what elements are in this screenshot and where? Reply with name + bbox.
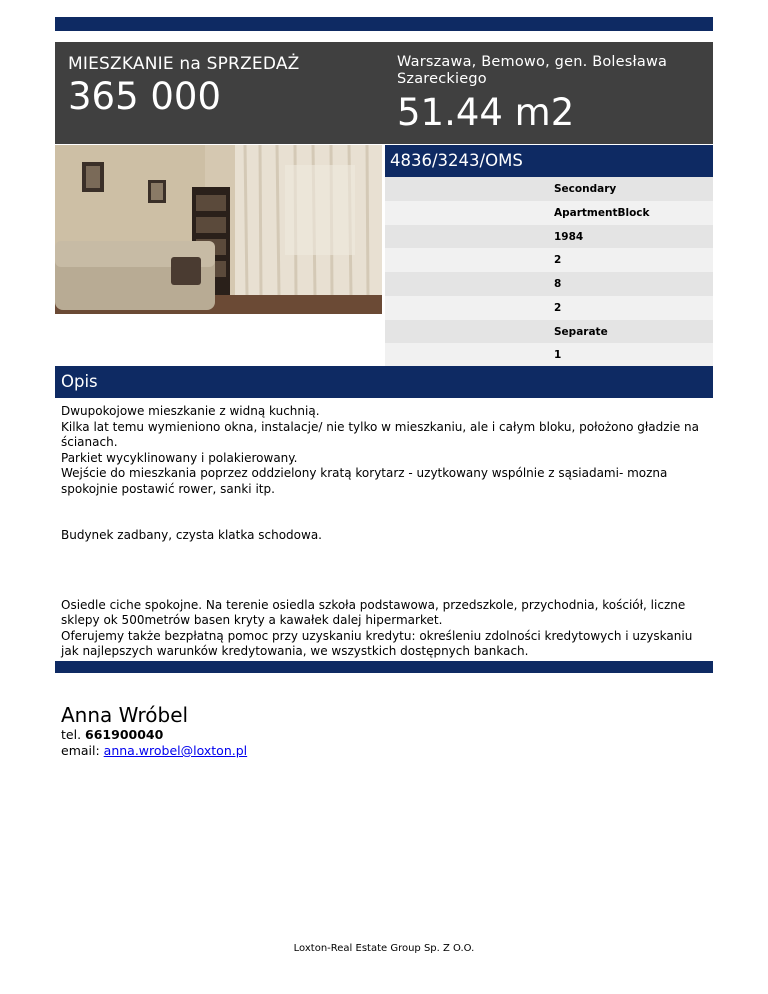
attribute-value: 2 (554, 254, 562, 267)
attribute-row (385, 272, 713, 296)
attributes-list (385, 177, 713, 367)
attribute-row (385, 248, 713, 272)
attribute-row (385, 296, 713, 320)
listing-area: 51.44 m2 (397, 91, 575, 134)
attribute-row (385, 343, 713, 367)
attribute-row (385, 201, 713, 225)
agent-email-line (61, 743, 461, 759)
email-label: email: (61, 743, 100, 758)
attribute-row (385, 225, 713, 249)
attribute-value: Separate (554, 325, 608, 338)
bottom-divider-bar (55, 661, 713, 673)
attribute-value: 1984 (554, 230, 584, 243)
agent-phone-line (61, 727, 461, 743)
footer-company: Loxton-Real Estate Group Sp. Z O.O. (293, 943, 475, 954)
attribute-row (385, 320, 713, 344)
listing-price: 365 000 (68, 75, 222, 118)
description-paragraph: Budynek zadbany, czysta klatka schodowa. (61, 528, 322, 542)
reference-bar (385, 145, 713, 177)
listing-header (55, 42, 713, 144)
attribute-value: 1 (554, 349, 562, 362)
attribute-value: Secondary (554, 183, 617, 195)
apartment-photo-image (55, 145, 382, 314)
agent-phone: 661900040 (85, 727, 164, 742)
attribute-value: 8 (554, 278, 562, 290)
attribute-value: ApartmentBlock (554, 206, 650, 219)
listing-header-right (397, 54, 697, 134)
description-heading: Opis (61, 372, 98, 391)
listing-type: MIESZKANIE na SPRZEDAŻ (68, 54, 300, 74)
attribute-row (385, 177, 713, 201)
phone-label: tel. (61, 727, 82, 742)
top-divider-bar (55, 17, 713, 31)
listing-reference-number: 4836/3243/OMS (390, 151, 523, 170)
description-paragraph: Dwupokojowe mieszkanie z widną kuchnią. Kilka lat temu wymieniono okna, instalacje/ nie tylko w mieszkaniu, ale i całym bloku, położono gładzie na ścianach. Parkiet wycyklinowany i polakierowany. Wejście do mieszkania poprzez oddzielony kratą korytarz - uzytkowany wspólnie z sąsiadami- mozna spokojnie postawić rower, sanki itp. (61, 404, 700, 496)
agent-email-link[interactable]: anna.wrobel@loxton.pl (103, 743, 248, 758)
apartment-photo (55, 145, 382, 314)
agent-contact (61, 703, 461, 759)
listing-address: Warszawa, Bemowo, gen. Bolesława Szareckiego (397, 54, 668, 87)
agent-name: Anna Wróbel (61, 703, 189, 727)
description-body (61, 404, 701, 660)
listing-header-left (68, 54, 378, 118)
attribute-value: 2 (554, 301, 562, 314)
description-heading-bar (55, 366, 713, 398)
description-paragraph: Osiedle ciche spokojne. Na terenie osiedla szkoła podstawowa, przedszkole, przychodnia, kościół, liczne sklepy ok 500metrów basen kryty a kawałek dalej hipermarket. Oferujemy także bezpłatną pomoc przy uzyskaniu kredytu: określeniu zdolności kredytowych i uzyskaniu jak najlepszych warunków kredytowania, we wszystkich dostępnych bankach. (61, 597, 693, 658)
